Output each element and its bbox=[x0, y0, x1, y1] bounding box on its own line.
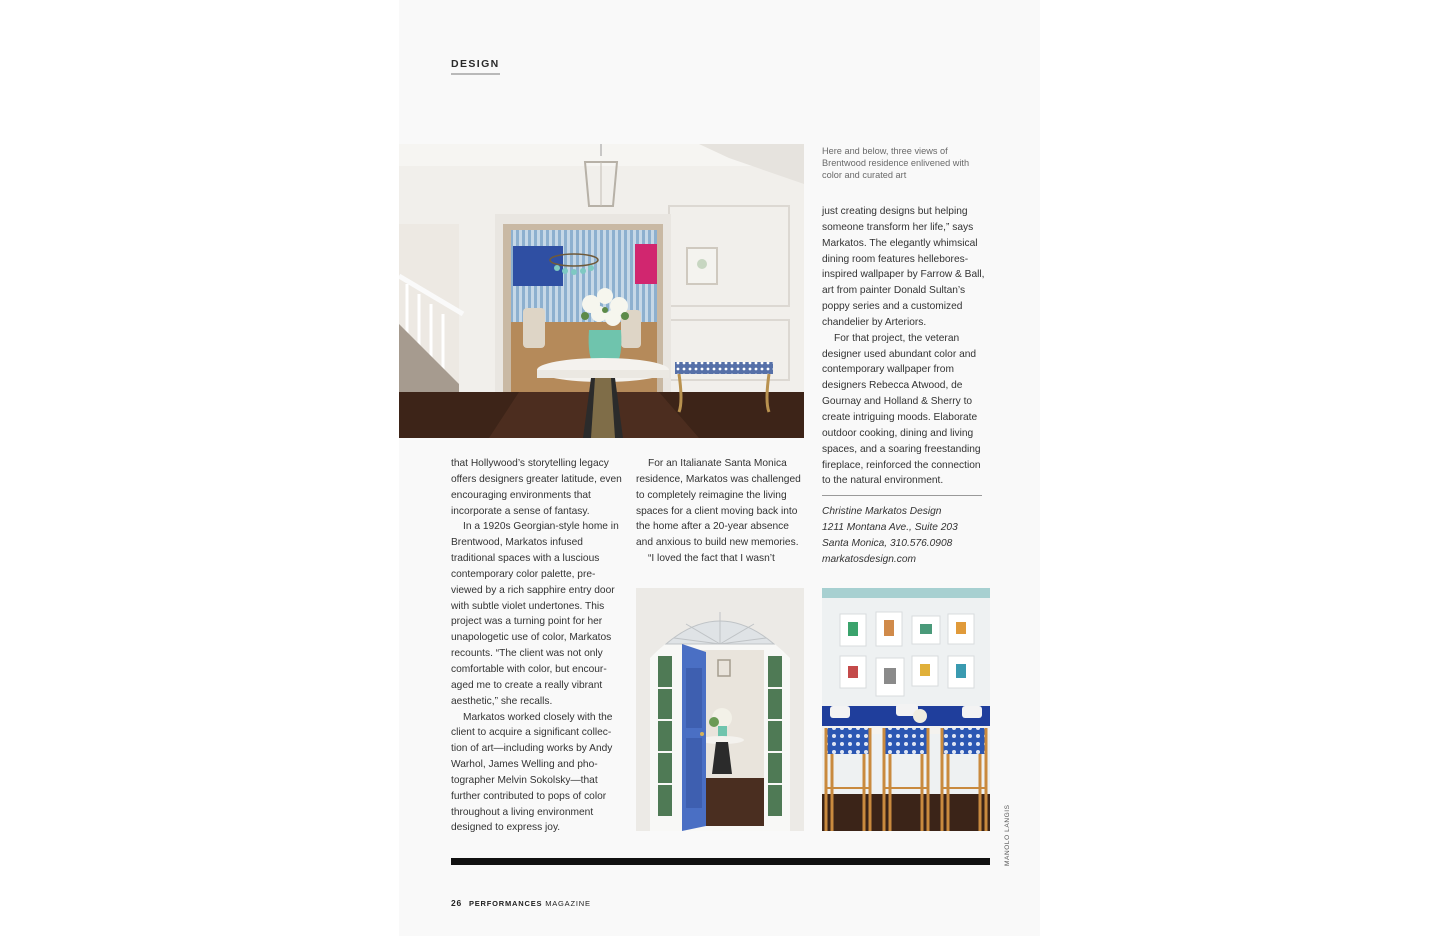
section-label: DESIGN bbox=[451, 58, 500, 75]
paragraph: Markatos worked closely with the client to acquire a significant collec-tion of art—including works by Andy Warhol, James Welling and pho-tographer Melvin Sokolsky—that further contributed to pops of color throughout a living environment designed to express joy. bbox=[451, 711, 613, 834]
footer-rule bbox=[451, 858, 990, 865]
page-footer bbox=[451, 898, 591, 908]
photo-caption: Here and below, three views of Brentwood residence enlivened with color and curated art bbox=[822, 146, 970, 180]
street-address: 1211 Montana Ave., Suite 203 bbox=[822, 521, 958, 533]
company-name: Christine Markatos Design bbox=[822, 506, 942, 517]
paragraph: In a 1920s Georgian-style home in Brentwood, Markatos infused traditional spaces with a luscious contemporary color palette, pre-viewed by a rich sapphire entry door with subtle violet undertones. This project was a turning point for her unapologetic use of color, Markatos recounts. “The client was not only comfortable with color, but encour-aged me to create a really vibrant aesthetic,” she recalls. bbox=[451, 521, 619, 707]
article-column-1 bbox=[451, 456, 623, 836]
paragraph: that Hollywood’s storytelling legacy offers designers greater latitude, even encouraging environments that incorporate a sense of fantasy. bbox=[451, 458, 622, 517]
paragraph: For an Italianate Santa Monica residence, Markatos was challenged to completely reimagine the living spaces for a client moving back into the home after a 20-year absence and anxious to build new memories. bbox=[636, 458, 801, 549]
publication-name: PERFORMANCES bbox=[468, 899, 543, 908]
contact-block bbox=[822, 504, 990, 567]
magazine-page bbox=[399, 0, 1040, 936]
paragraph: just creating designs but helping someone transform her life,” says Markatos. The elegantly whimsical dining room features hellebores-inspired wallpaper by Farrow & Ball, art from painter Donald Sultan’s poppy series and a customized chandelier by Arteriors. bbox=[822, 206, 985, 328]
paragraph: For that project, the veteran designer used abundant color and contemporary wallpaper from designers Rebecca Atwood, de Gournay and Holland & Sherry to create intriguing moods. Elaborate outdoor cooking, dining and living spaces, and a soaring freestanding fireplace, reinforced the connection to the natural environment. bbox=[822, 332, 981, 487]
photo-credit: MANOLO LANGIS bbox=[1004, 804, 1011, 866]
photo-breakfast-nook bbox=[822, 588, 990, 831]
publication-suffix: MAGAZINE bbox=[545, 899, 591, 908]
city-phone: Santa Monica, 310.576.0908 bbox=[822, 537, 953, 549]
page-number: 26 bbox=[451, 898, 463, 908]
address-divider bbox=[822, 495, 982, 496]
photo-entry-door bbox=[636, 588, 804, 831]
website-link[interactable]: markatosdesign.com bbox=[822, 553, 916, 565]
article-column-2 bbox=[636, 456, 806, 567]
photo-entry-hall bbox=[399, 144, 804, 438]
paragraph: “I loved the fact that I wasn’t bbox=[648, 553, 775, 565]
article-column-3 bbox=[822, 204, 990, 489]
